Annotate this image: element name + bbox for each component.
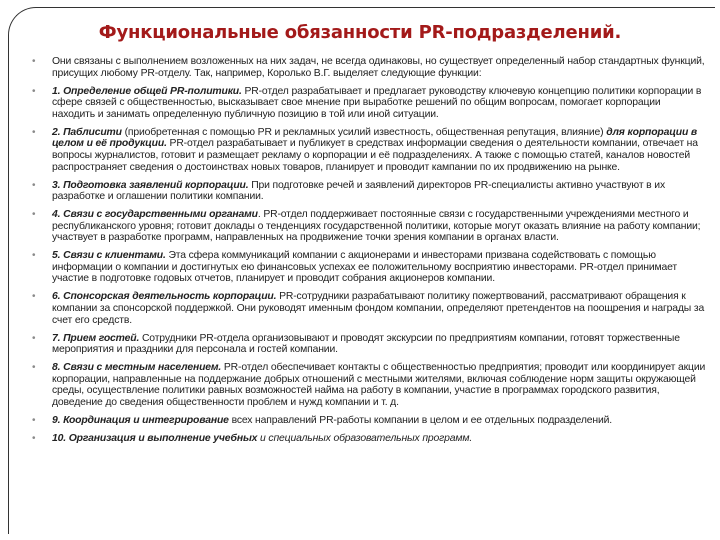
bullet-icon: • bbox=[32, 291, 36, 303]
list-item bbox=[30, 333, 706, 356]
list-item bbox=[30, 250, 706, 285]
functions-list bbox=[30, 56, 706, 451]
bullet-icon: • bbox=[32, 85, 36, 97]
item-heading: 7. Прием гостей. bbox=[52, 332, 142, 344]
bullet-icon: • bbox=[32, 209, 36, 221]
item-heading: 2. Паблисити bbox=[52, 126, 125, 138]
item-heading: 4. Связи с государственными органами bbox=[52, 209, 258, 221]
list-item bbox=[30, 127, 706, 173]
list-item bbox=[30, 86, 706, 121]
item-text: PR-сотрудники разрабатывают политику пожертвований, рассматривают обращения к компании за спонсорской поддержкой. Они руководят именным фондом компании, определяют претендентов на поощрения и награды за счет его средств. bbox=[52, 291, 705, 326]
item-text: PR-отдел разрабатывает и публикует в средствах информации сведения о деятельности компании, отвечает на вопросы журналистов, готовит и размещает рекламу о корпорации и её подразделениях. А также с помощью статей, каналов новостей распространяет сведения о достоинствах новых товаров, планирует и проводит кампании по их продвижению на рынке. bbox=[52, 138, 698, 173]
item-heading: 9. Координация и интегрирование bbox=[52, 414, 232, 426]
bullet-icon: • bbox=[32, 332, 36, 344]
list-item bbox=[30, 56, 706, 79]
bullet-icon: • bbox=[32, 250, 36, 262]
item-heading: 3. Подготовка заявлений корпорации. bbox=[52, 179, 252, 191]
list-item bbox=[30, 180, 706, 203]
list-item bbox=[30, 433, 706, 445]
item-text: PR-отдел разрабатывает и предлагает руководству ключевую концепцию политики корпорации в сфере связей с общественностью, высказывает свое мнение при выработке решений по общим вопросам, помогает корпорации находить и занимать определенную публичную позицию в той или иной ситуации. bbox=[52, 85, 702, 120]
item-heading: 8. Связи с местным населением. bbox=[52, 362, 224, 374]
bullet-icon: • bbox=[32, 432, 36, 444]
list-item bbox=[30, 291, 706, 326]
bullet-icon: • bbox=[32, 179, 36, 191]
item-text: Эта сфера коммуникаций компании с акционерами и инвесторами призвана содействовать с помощью информации о компании и достигнутых ею финансовых успехах ее положительному восприятию инвесторами. PR-отдел принимает участие в подготовке годовых отчетов, планирует и проводит собрания акционеров компании. bbox=[52, 250, 678, 285]
item-heading: для корпорации в целом и её продукции. bbox=[52, 126, 698, 150]
bullet-icon: • bbox=[32, 126, 36, 138]
item-text: (приобретенная с помощью PR и рекламных усилий известность, общественная репутация, влияние) bbox=[124, 126, 607, 138]
slide-title: Функциональные обязанности PR-подразделений. bbox=[98, 22, 622, 43]
item-text: Они связаны с выполнением возложенных на них задач, не всегда одинаковы, но существует определенный набор стандартных функций, присущих любому PR-отделу. Так, например, Королько В.Г. выделяет следующие функции: bbox=[52, 56, 705, 79]
list-item bbox=[30, 209, 706, 244]
item-text: При подготовке речей и заявлений директоров PR-специалисты активно участвуют в их разработке и оглашении политики компании. bbox=[52, 179, 665, 203]
item-text: PR-отдел обеспечивает контакты с общественностью предприятия; проводит или координирует акции корпорации, направленные на поддержание добрых отношений с местными жителями, включая соблюдение норм защиты окружающей среды, осуществление политики равных возможностей найма на работу в компании, участие в программах городского развития, доведение до сведения общественности проблем и нужд компании и т. д. bbox=[52, 362, 706, 408]
list-item bbox=[30, 362, 706, 408]
item-heading: 5. Связи с клиентами. bbox=[52, 250, 169, 262]
bullet-icon: • bbox=[32, 56, 36, 67]
bullet-icon: • bbox=[32, 414, 36, 426]
item-heading: 6. Спонсорская деятельность корпорации. bbox=[52, 291, 280, 303]
list-item bbox=[30, 415, 706, 427]
item-text: . PR-отдел поддерживает постоянные связи с государственными учреждениями местного и республиканского уровня; готовит доклады о тенденциях государственной политики, которые могут оказать влияние на работу компании; участвует в разработке программ, направленных на продвижение точки зрения компании в органах власти. bbox=[52, 209, 701, 244]
item-text: всех направлений PR-работы компании в целом и ее отдельных подразделений. bbox=[231, 414, 613, 426]
item-heading: 1. Определение общей PR-политики. bbox=[52, 85, 245, 97]
item-text: и специальных образовательных программ. bbox=[260, 432, 473, 444]
item-text: Сотрудники PR-отдела организовывают и проводят экскурсии по предприятиям компании, готовят торжественные мероприятия и праздники для персонала и гостей компании. bbox=[52, 332, 680, 356]
item-heading: 10. Организация и выполнение учебных bbox=[52, 432, 261, 444]
bullet-icon: • bbox=[32, 362, 36, 374]
